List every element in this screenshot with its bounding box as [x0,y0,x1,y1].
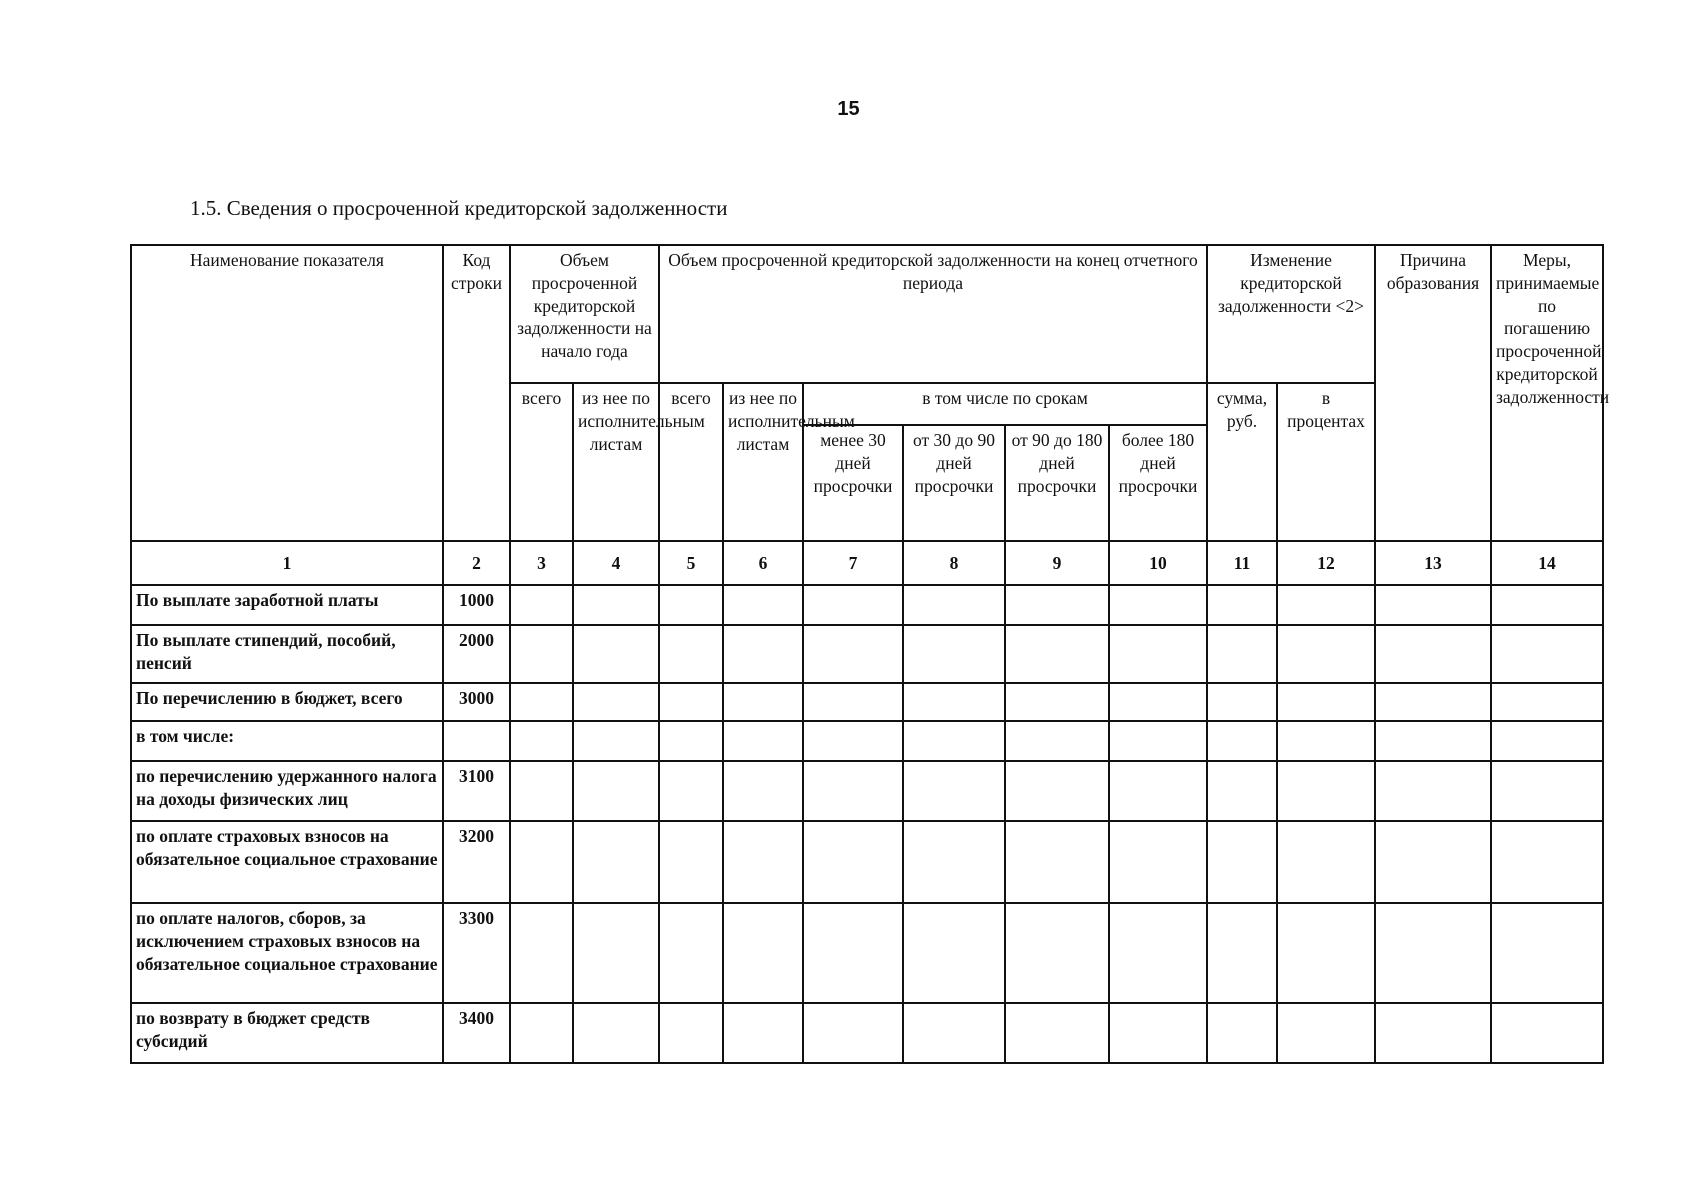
data-cell [1005,721,1109,761]
column-number: 13 [1375,541,1491,585]
data-cell [1207,585,1277,625]
data-cell [659,903,723,1003]
data-cell [1277,903,1375,1003]
data-cell [1277,585,1375,625]
table-body [131,585,1603,1063]
table-row [131,761,1603,821]
data-cell [510,585,573,625]
data-cell [1277,761,1375,821]
table-row [131,903,1603,1003]
page-number: 15 [837,98,860,120]
data-cell [723,1003,803,1063]
column-number: 2 [443,541,510,585]
data-cell [1207,683,1277,721]
data-cell [1109,585,1207,625]
row-code [443,721,510,761]
column-number: 14 [1491,541,1603,585]
column-number: 3 [510,541,573,585]
data-cell [1005,761,1109,821]
data-cell [723,585,803,625]
column-number: 12 [1277,541,1375,585]
data-cell [1109,761,1207,821]
data-cell [1491,721,1603,761]
data-cell [903,625,1005,683]
data-cell [510,821,573,903]
data-cell [803,683,903,721]
data-cell [1277,683,1375,721]
data-cell [1277,1003,1375,1063]
data-cell [803,1003,903,1063]
data-cell [903,721,1005,761]
data-cell [903,1003,1005,1063]
header-by-terms: в том числе по срокам [803,383,1207,425]
row-code: 3000 [443,683,510,721]
header-reason: Причина образования [1375,245,1491,541]
data-cell [1375,903,1491,1003]
data-cell [510,683,573,721]
header-writs-start: из нее по исполнительным листам [573,383,659,541]
data-cell [573,625,659,683]
data-cell [903,683,1005,721]
data-cell [1109,903,1207,1003]
data-cell [1491,1003,1603,1063]
data-cell [659,683,723,721]
data-cell [659,585,723,625]
data-cell [659,625,723,683]
data-cell [803,625,903,683]
header-30-90: от 30 до 90 дней просрочки [903,425,1005,541]
data-cell [573,761,659,821]
data-cell [1277,721,1375,761]
header-less-30: менее 30 дней просрочки [803,425,903,541]
data-cell [1005,903,1109,1003]
data-cell [1375,721,1491,761]
data-cell [1375,585,1491,625]
data-cell [573,903,659,1003]
row-indicator-name: По перечислению в бюджет, всего [131,683,443,721]
data-cell [1375,1003,1491,1063]
header-more-180: более 180 дней просрочки [1109,425,1207,541]
row-indicator-name: По выплате заработной платы [131,585,443,625]
column-number: 4 [573,541,659,585]
data-cell [1375,625,1491,683]
column-number: 7 [803,541,903,585]
row-indicator-name: По выплате стипендий, пособий, пенсий [131,625,443,683]
data-cell [510,625,573,683]
data-cell [659,721,723,761]
data-cell [1491,821,1603,903]
section-title: 1.5. Сведения о просроченной кредиторской задолженности [190,196,728,220]
data-cell [1109,721,1207,761]
data-cell [1207,761,1277,821]
header-total-end: всего [659,383,723,541]
data-cell [803,761,903,821]
table-row [131,1003,1603,1063]
data-cell [573,585,659,625]
data-cell [1277,625,1375,683]
column-numbers-row [131,541,1603,585]
header-volume-start-year: Объем просроченной кредиторской задолженности на начало года [510,245,659,383]
data-cell [803,903,903,1003]
data-cell [573,1003,659,1063]
data-cell [1491,683,1603,721]
column-number: 6 [723,541,803,585]
data-cell [510,903,573,1003]
data-cell [573,683,659,721]
data-cell [723,683,803,721]
data-cell [903,903,1005,1003]
table-row [131,821,1603,903]
data-cell [1375,761,1491,821]
data-cell [573,721,659,761]
row-indicator-name: в том числе: [131,721,443,761]
row-code: 3300 [443,903,510,1003]
column-number: 5 [659,541,723,585]
row-indicator-name: по перечислению удержанного налога на доходы физических лиц [131,761,443,821]
data-cell [510,721,573,761]
data-cell [1207,821,1277,903]
header-sum-rub: сумма, руб. [1207,383,1277,541]
data-cell [803,721,903,761]
data-cell [1207,625,1277,683]
data-cell [573,821,659,903]
row-code: 3100 [443,761,510,821]
data-cell [1005,1003,1109,1063]
row-indicator-name: по оплате страховых взносов на обязательное социальное страхование [131,821,443,903]
data-cell [1005,585,1109,625]
row-indicator-name: по возврату в бюджет средств субсидий [131,1003,443,1063]
header-measures: Меры, принимаемые по погашению просроченной кредиторской задолженности [1491,245,1603,541]
data-cell [723,761,803,821]
data-cell [1005,683,1109,721]
data-cell [803,585,903,625]
data-cell [1109,683,1207,721]
column-number: 10 [1109,541,1207,585]
data-cell [723,821,803,903]
data-cell [1207,721,1277,761]
header-total-start: всего [510,383,573,541]
table-row [131,585,1603,625]
data-cell [659,761,723,821]
column-number: 11 [1207,541,1277,585]
table-row [131,625,1603,683]
data-cell [1005,821,1109,903]
header-volume-end-period: Объем просроченной кредиторской задолженности на конец отчетного периода [659,245,1207,383]
data-cell [903,761,1005,821]
data-cell [659,1003,723,1063]
row-code: 3400 [443,1003,510,1063]
data-cell [723,903,803,1003]
header-indicator-name: Наименование показателя [131,245,443,541]
table-row [131,721,1603,761]
data-cell [510,761,573,821]
table-row [131,683,1603,721]
data-cell [1005,625,1109,683]
data-cell [1375,821,1491,903]
data-cell [1491,585,1603,625]
data-cell [1207,1003,1277,1063]
header-percent: в процентах [1277,383,1375,541]
data-cell [1375,683,1491,721]
data-cell [1277,821,1375,903]
header-writs-end: из нее по исполнительным листам [723,383,803,541]
overdue-payables-table [130,244,1610,1064]
row-code: 3200 [443,821,510,903]
data-cell [1207,903,1277,1003]
header-change: Изменение кредиторской задолженности <2> [1207,245,1375,383]
data-cell [903,585,1005,625]
row-indicator-name: по оплате налогов, сборов, за исключением страховых взносов на обязательное социальное страхование [131,903,443,1003]
header-row-code: Код строки [443,245,510,541]
data-cell [1109,625,1207,683]
data-cell [1109,1003,1207,1063]
data-cell [1491,625,1603,683]
column-number: 1 [131,541,443,585]
data-cell [1109,821,1207,903]
header-90-180: от 90 до 180 дней просрочки [1005,425,1109,541]
data-cell [903,821,1005,903]
data-cell [1491,761,1603,821]
data-cell [659,821,723,903]
row-code: 2000 [443,625,510,683]
data-cell [803,821,903,903]
data-cell [723,625,803,683]
data-cell [723,721,803,761]
row-code: 1000 [443,585,510,625]
column-number: 9 [1005,541,1109,585]
column-number: 8 [903,541,1005,585]
data-cell [510,1003,573,1063]
data-cell [1491,903,1603,1003]
